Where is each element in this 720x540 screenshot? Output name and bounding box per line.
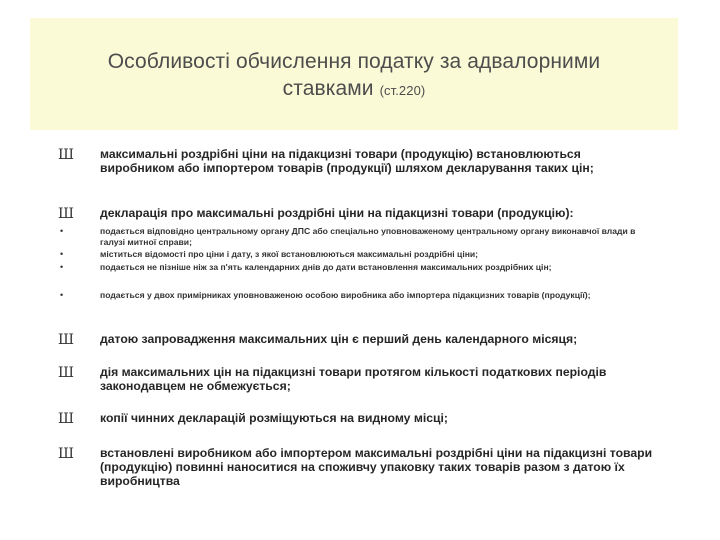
bullet-marker: Ш — [58, 206, 74, 222]
sub-bullet-marker: • — [60, 249, 64, 259]
sub-bullet-item — [58, 290, 658, 301]
bullet-marker: Ш — [58, 332, 74, 348]
bullet-item — [58, 411, 658, 425]
sub-bullet-marker: • — [60, 290, 64, 300]
bullet-text: максимальні роздрібні ціни на підакцизні товари (продукцію) встановлюються виробником або імпортером товарів (продукції) шляхом декларування таких цін; — [100, 147, 594, 175]
bullet-marker: Ш — [58, 365, 74, 381]
title-line-2 — [30, 75, 678, 104]
article-reference: (ст.220) — [379, 83, 426, 98]
bullet-marker: Ш — [58, 147, 74, 163]
bullet-text: копії чинних декларацій розміщуються на видному місці; — [100, 411, 448, 425]
bullet-text: дія максимальних цін на підакцизні товари протягом кількості податкових періодів законодавцем не обмежується; — [100, 365, 607, 393]
bullet-item — [58, 365, 658, 393]
title-line-2-text: ставками — [282, 77, 374, 100]
bullet-item — [58, 332, 658, 346]
bullet-item — [58, 147, 658, 175]
bullet-text: декларація про максимальні роздрібні ціни на підакцизні товари (продукцію): — [100, 206, 574, 220]
sub-bullet-item — [58, 262, 658, 273]
bullet-marker: Ш — [58, 411, 74, 427]
sub-bullet-text: подається не пізніше ніж за п'ять календарних днів до дати встановлення максимальних роздрібних цін; — [100, 262, 552, 272]
title-box — [30, 18, 678, 130]
sub-bullet-marker: • — [60, 226, 64, 236]
bullet-text: встановлені виробником або імпортером максимальні роздрібні ціни на підакцизні товари (продукцію) повинні наноситися на споживчу упаковку таких товарів разом з датою їх виробництва — [100, 446, 653, 488]
sub-bullet-text: міститься відомості про ціни і дату, з якої встановлюються максимальні роздрібні ціни; — [100, 249, 479, 259]
slide-title — [30, 48, 678, 104]
sub-bullet-text: подається у двох примірниках уповноваженою особою виробника або імпортера підакцизних товарів (продукції); — [100, 290, 591, 300]
sub-bullet-text: подається відповідно центральному органу ДПС або спеціально уповноваженому центральному органу виконавчої влади в галузі митної справи; — [100, 226, 636, 247]
sub-bullet-item — [58, 226, 658, 247]
bullet-text: датою запровадження максимальних цін є перший день календарного місяця; — [100, 332, 578, 346]
sub-bullet-item — [58, 249, 658, 260]
title-line-1: Особливості обчислення податку за адвалорними — [107, 50, 601, 73]
bullet-marker: Ш — [58, 446, 74, 462]
bullet-item — [58, 206, 658, 220]
sub-bullet-marker: • — [60, 262, 64, 272]
bullet-item — [58, 446, 658, 488]
